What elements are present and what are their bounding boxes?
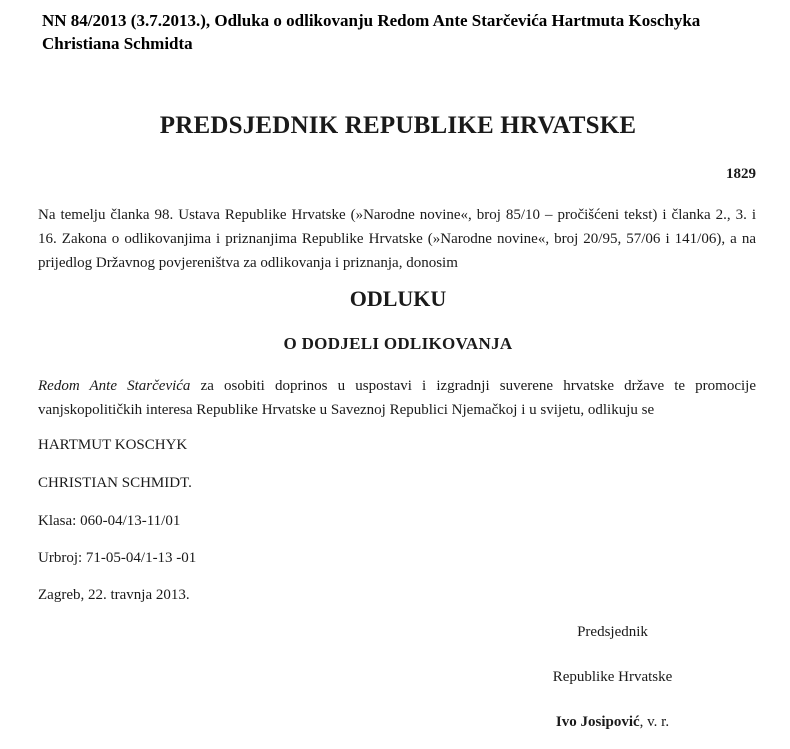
award-paragraph [38,374,756,422]
document-number: 1829 [726,166,756,182]
urbroj-line: Urbroj: 71-05-04/1-13 -01 [38,550,197,566]
signature-block [480,712,745,732]
place-date-line: Zagreb, 22. travnja 2013. [38,587,190,603]
award-order-name: Redom Ante Starčevića [38,378,191,394]
recipient-2: CHRISTIAN SCHMIDT. [38,475,192,491]
signatory-name: Ivo Josipović [555,714,640,730]
recipient-1: HARTMUT KOSCHYK [38,437,188,453]
signature-title: Predsjednik [577,624,648,640]
decision-title: ODLUKU [349,286,447,311]
signature-org: Republike Hrvatske [552,669,673,685]
page-title: NN 84/2013 (3.7.2013.), Odluka o odlikovanju Redom Ante Starčevića Hartmuta Koschyka Christiana Schmidta [42,11,701,53]
issuer-heading: PREDSJEDNIK REPUBLIKE HRVATSKE [159,112,637,139]
decision-subject: O DODJELI ODLIKOVANJA [283,334,513,353]
preamble-paragraph: Na temelju članka 98. Ustava Republike Hrvatske (»Narodne novine«, broj 85/10 – pročišćeni tekst) i članka 2., 3. i 16. Zakona o odlikovanjima i priznanjima Republike Hrvatske (»Narodne novine«, broj 20/95, 57/06 i 141/06), a na prijedlog Državnog povjereništva za odlikovanja i priznanja, donosim [38,207,756,271]
klasa-line: Klasa: 060-04/13-11/01 [38,513,181,529]
award-text: za osobiti doprinos u uspostavi i izgradnji suverene hrvatske države te promocije vanjskopolitičkih interesa Republike Hrvatske u Saveznoj Republici Njemačkoj i u svijetu, odlikuju se [38,378,756,418]
signatory-suffix: , v. r. [639,714,670,730]
